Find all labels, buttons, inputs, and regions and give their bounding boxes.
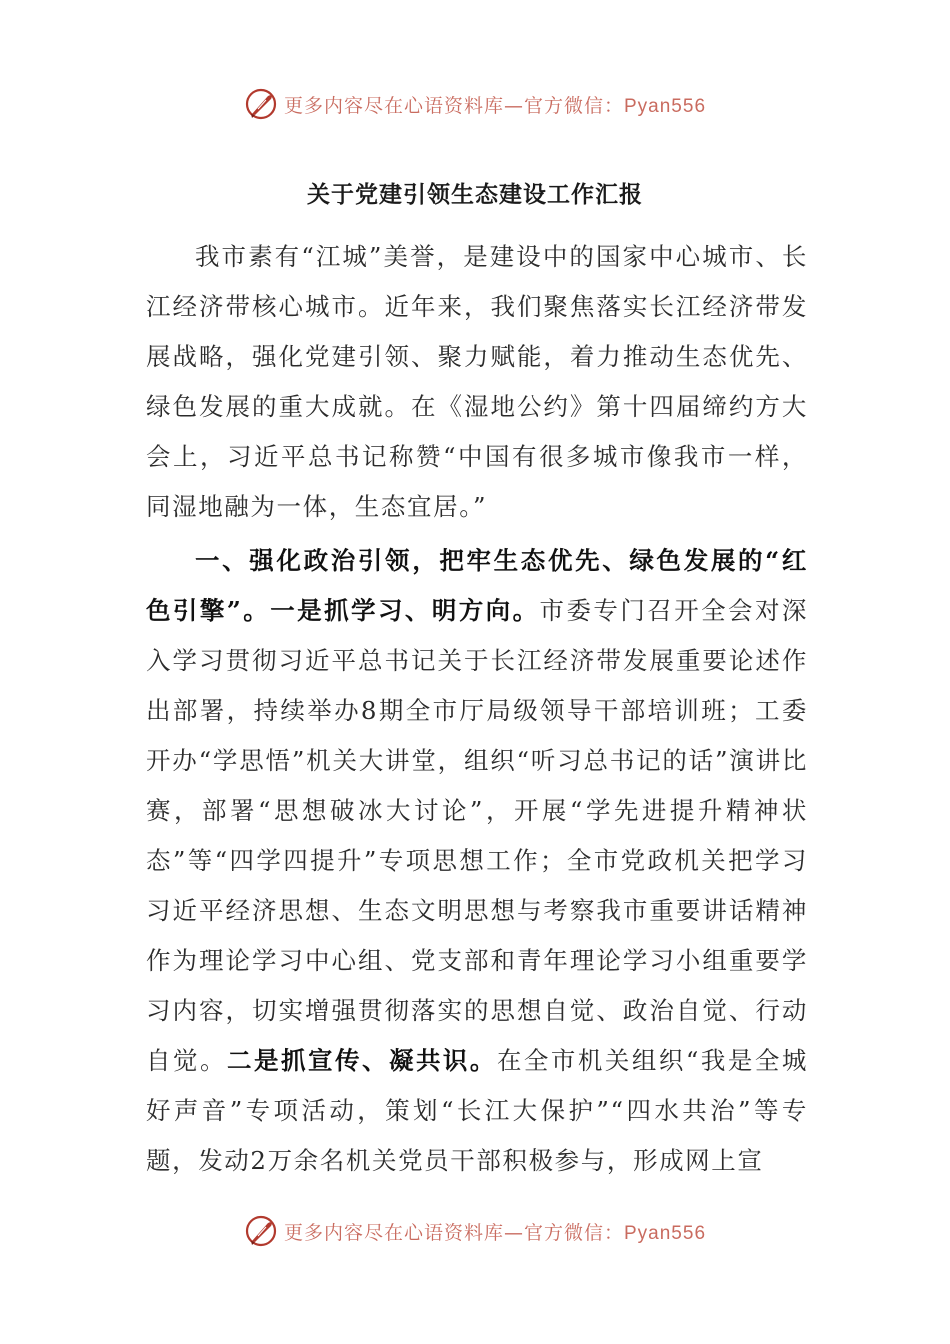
- watermark-separator: —: [503, 1221, 524, 1244]
- quill-pen-logo-icon: [244, 87, 278, 121]
- watermark-wechat-label: 官方微信：: [523, 1221, 624, 1244]
- footer-watermark: [0, 1211, 950, 1251]
- header-watermark: [0, 84, 950, 124]
- watermark-brand: 更多内容尽在心语资料库: [283, 1221, 504, 1244]
- watermark-wechat-id: Pyan556: [624, 1222, 707, 1244]
- document-title: 关于党建引领生态建设工作汇报: [307, 182, 643, 208]
- watermark-brand: 更多内容尽在心语资料库: [283, 94, 504, 117]
- watermark-separator: —: [503, 94, 524, 117]
- watermark-wechat-label: 官方微信：: [523, 94, 624, 117]
- quill-pen-logo-icon: [244, 1214, 278, 1248]
- section-1-heading: 一、强化政治引领，把牢生态优先、绿色发展的“红色引擎”。: [146, 546, 808, 625]
- section-1-point-1-text: 市委专门召开全会对深入学习贯彻习近平总书记关于长江经济带发展重要论述作出部署，持续举办8期全市厅局级领导干部培训班；工委开办“学思悟”机关大讲堂，组织“听习总书记的话”演讲比赛，部署“思想破冰大讨论”，开展“学先进提升精神状态”等“四学四提升”专项思想工作；全市党政机关把学习习近平经济思想、生态文明思想与考察我市重要讲话精神作为理论学习中心组、党支部和青年理论学习小组重要学习内容，切实增强贯彻落实的思想自觉、政治自觉、行动自觉。: [146, 596, 809, 1075]
- watermark-text: [284, 91, 706, 118]
- intro-paragraph: 我市素有“江城”美誉，是建设中的国家中心城市、长江经济带核心城市。近年来，我们聚焦落实长江经济带发展战略，强化党建引领、聚力赋能，着力推动生态优先、绿色发展的重大成就。在《湿地公约》第十四届缔约方大会上，习近平总书记称赞“中国有很多城市像我市一样，同湿地融为一体，生态宜居。”: [146, 242, 808, 521]
- section-1-paragraph: [146, 536, 808, 1186]
- watermark-text: [284, 1218, 706, 1245]
- section-1-point-1-heading: 一是抓学习、明方向。: [270, 596, 540, 625]
- section-1-point-2-text: 在全市机关组织“我是全城好声音”专项活动，策划“长江大保护”“四水共治”等专题，发动2万余名机关党员干部积极参与，形成网上宣: [146, 1046, 808, 1175]
- watermark-wechat-id: Pyan556: [624, 95, 707, 117]
- document-body: [146, 232, 808, 1186]
- section-1-point-2-heading: 二是抓宣传、凝共识。: [226, 1046, 497, 1075]
